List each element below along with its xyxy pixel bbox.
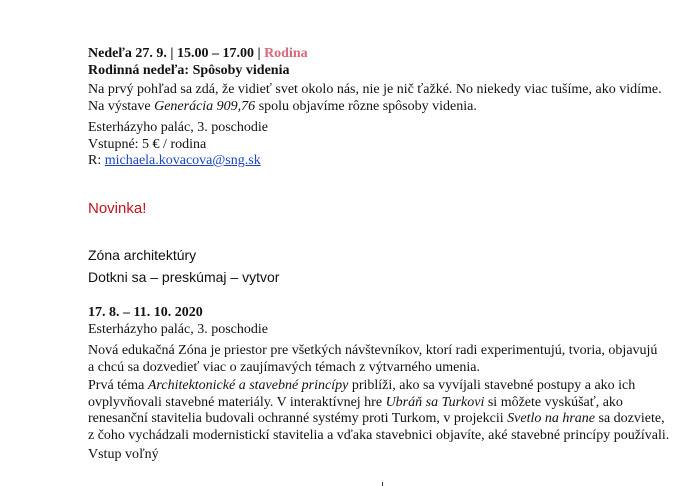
p2-text: Prvá téma [88, 378, 148, 393]
p2-text: sa dozviete, [595, 411, 665, 426]
event-desc-line2 [88, 99, 692, 116]
event-datetime-line [88, 46, 692, 63]
event-datetime: Nedeľa 27. 9. | 15.00 – 17.00 | [88, 46, 261, 61]
reservation-label: R: [88, 153, 105, 168]
zone-dates: 17. 8. – 11. 10. 2020 [88, 305, 203, 320]
zone-title: Zóna architektúry [88, 247, 197, 263]
projection-name: Svetlo na hrane [507, 411, 596, 426]
zone-place: Esterházyho palác, 3. poschodie [88, 321, 268, 337]
zone-p2-line3 [88, 411, 692, 428]
p2-text: priblíži, ako sa vyvíjali stavebné postupy a ako ich [348, 378, 636, 393]
zone-paragraph-2 [88, 378, 692, 444]
zone-p1-line2: a chcú sa dozvedieť viac o zaujímavých témach z výtvarného umenia. [88, 359, 480, 375]
zone-subtitle: Dotkni sa – preskúmaj – vytvor [88, 269, 280, 285]
event-reservation [88, 153, 692, 170]
p2-text: si môžete vyskúšať, ako [484, 394, 623, 410]
page-edge-mark [382, 482, 383, 486]
event-price: Vstupné: 5 € / rodina [88, 136, 207, 152]
desc-text: spolu objavíme rôzne spôsoby videnia. [255, 98, 477, 114]
zone-dates-block [88, 305, 692, 338]
novinka-heading: Novinka! [88, 200, 147, 217]
event-info [88, 120, 692, 170]
zone-entry: Vstup voľný [88, 447, 159, 462]
game-name: Ubráň sa Turkovi [385, 394, 485, 410]
theme-name: Architektonické a stavebné princípy [147, 378, 349, 393]
zone-p1-line1: Nová edukačná Zóna je priestor pre všetkých návštevníkov, ktorí radi experimentujú, tvoria, objavujú [88, 343, 658, 358]
zone-p2-line4: z čoho vychádzali modernistickí stavitelia a vďaka stavebnici objavíte, aké stavebné princípy používali. [88, 427, 670, 443]
event-desc-line1: Na prvý pohľad sa zdá, že vidieť svet okolo nás, nie je nič ťažké. No niekedy viac tušíme, ako vidíme. [88, 82, 662, 97]
zone-p2-line1 [88, 378, 692, 395]
event-rodinna-nedela [88, 46, 692, 79]
zone-paragraph-1 [88, 343, 692, 376]
event-title: Rodinná nedeľa: Spôsoby videnia [88, 62, 290, 78]
event-place: Esterházyho palác, 3. poschodie [88, 120, 268, 135]
exhibition-name: Generácia 909,76 [154, 98, 256, 114]
desc-text: Na výstave [88, 98, 155, 114]
reservation-email-link[interactable]: michaela.kovacova@sng.sk [104, 153, 261, 168]
event-description [88, 82, 692, 115]
zone-p2-line2 [88, 395, 692, 412]
p2-text: renesanční stavitelia budovali ochranné systémy proti Turkom, v projekcii [88, 411, 508, 426]
event-tag: Rodina [264, 46, 308, 61]
p2-text: ovplyvňovali stavebné materiály. V interaktívnej hre [88, 394, 386, 410]
